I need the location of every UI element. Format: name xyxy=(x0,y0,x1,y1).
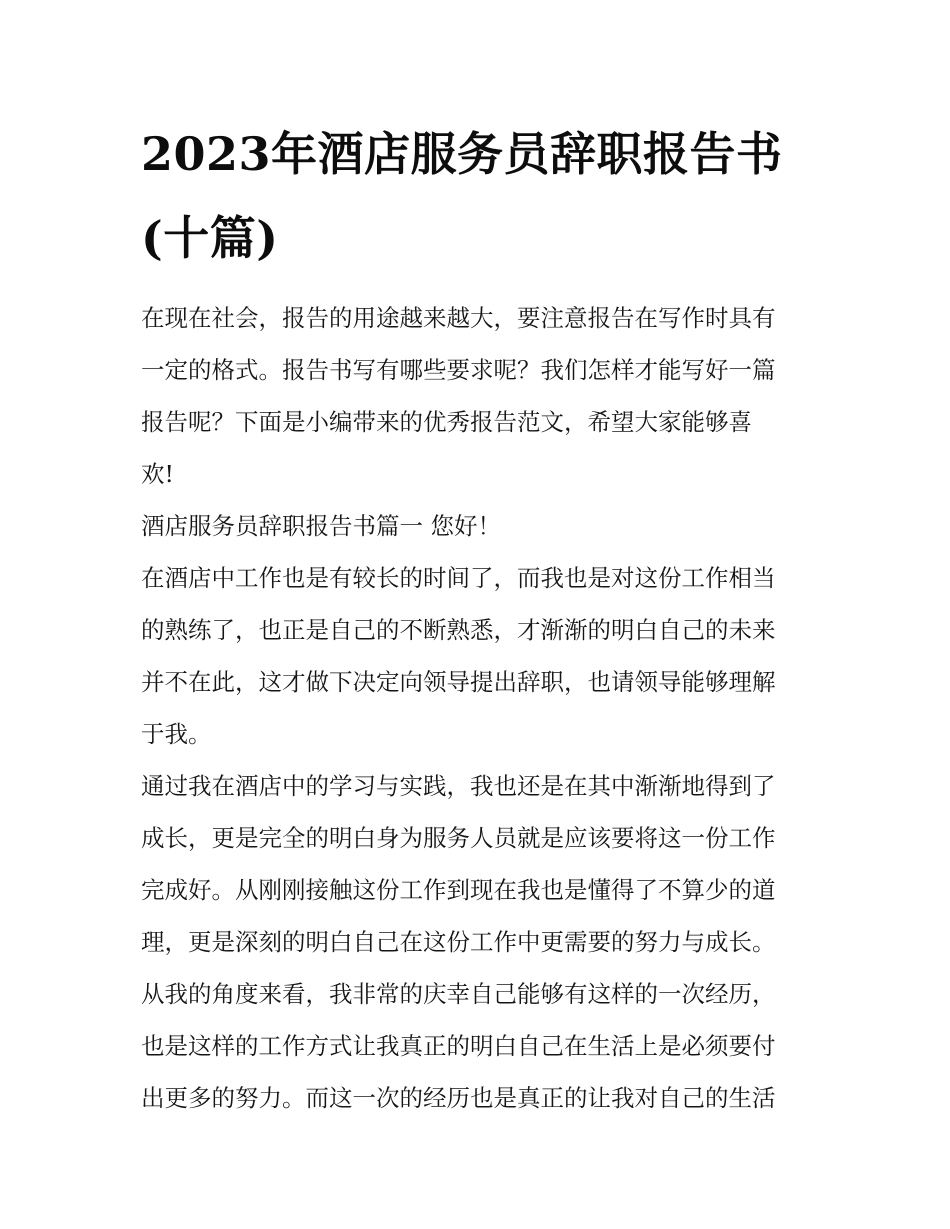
text-line: 并不在此，这才做下决定向领导提出辞职，也请领导能够理解 xyxy=(141,668,776,696)
title-line: 2023年酒店服务员辞职报告书 xyxy=(141,127,783,181)
text-line: 成长，更是完全的明白身为服务人员就是应该要将这一份工作 xyxy=(141,824,776,852)
text-line: 在酒店中工作也是有较长的时间了，而我也是对这份工作相当 xyxy=(141,564,776,592)
document-body xyxy=(141,292,813,1124)
text-line: 一定的格式。报告书写有哪些要求呢？我们怎样才能写好一篇 xyxy=(141,356,776,384)
document-title xyxy=(141,112,813,280)
text-line: 在现在社会，报告的用途越来越大，要注意报告在写作时具有 xyxy=(141,304,776,332)
text-line: 的熟练了，也正是自己的不断熟悉，才渐渐的明白自己的未来 xyxy=(141,616,776,644)
text-line: 完成好。从刚刚接触这份工作到现在我也是懂得了不算少的道 xyxy=(141,876,776,904)
text-line: 也是这样的工作方式让我真正的明白自己在生活上是必须要付 xyxy=(141,1032,776,1060)
text-line: 酒店服务员辞职报告书篇一 您好！ xyxy=(141,512,501,540)
title-line: (十篇) xyxy=(141,211,279,265)
text-line: 于我。 xyxy=(141,720,212,748)
text-line: 欢! xyxy=(141,460,174,488)
body-paragraph xyxy=(141,760,813,1124)
text-line: 出更多的努力。而这一次的经历也是真正的让我对自己的生活 xyxy=(141,1084,776,1112)
intro-paragraph xyxy=(141,292,813,500)
text-line: 报告呢？下面是小编带来的优秀报告范文，希望大家能够喜 xyxy=(141,408,752,436)
text-line: 从我的角度来看，我非常的庆幸自己能够有这样的一次经历， xyxy=(141,980,776,1008)
section-heading-paragraph xyxy=(141,500,813,552)
document-content xyxy=(141,112,813,1124)
text-line: 理，更是深刻的明白自己在这份工作中更需要的努力与成长。 xyxy=(141,928,776,956)
body-paragraph xyxy=(141,552,813,760)
text-line: 通过我在酒店中的学习与实践，我也还是在其中渐渐地得到了 xyxy=(141,772,776,800)
